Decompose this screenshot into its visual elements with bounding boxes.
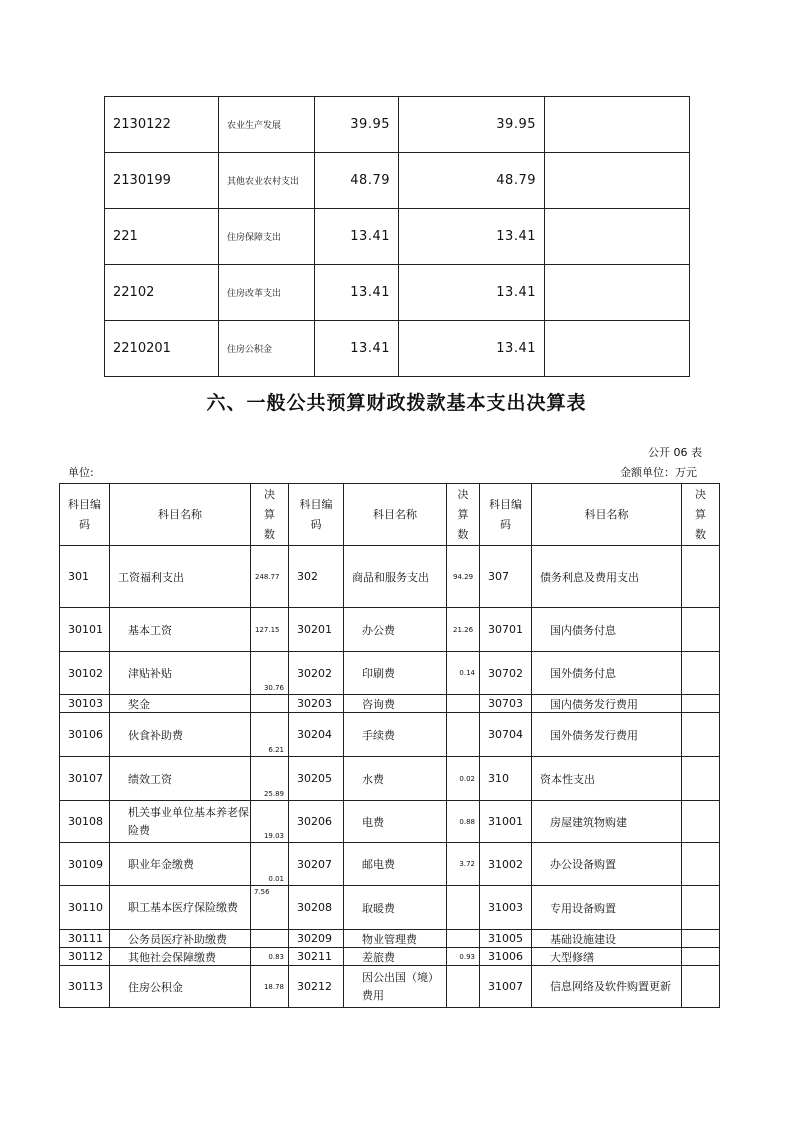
top-row-name: 农业生产发展	[219, 97, 315, 153]
row-amount-3	[682, 608, 720, 652]
row-code-2: 30203	[289, 695, 344, 713]
table-row	[60, 546, 720, 608]
top-row-name: 住房公积金	[219, 321, 315, 377]
row-code-2: 30208	[289, 886, 344, 930]
top-table-row	[105, 153, 690, 209]
table-row	[60, 843, 720, 886]
row-amount-3	[682, 930, 720, 948]
row-name-1: 职工基本医疗保险缴费	[110, 886, 251, 930]
row-code-2: 30206	[289, 801, 344, 843]
row-amount-1: 30.76	[251, 652, 289, 695]
row-code-1: 30102	[60, 652, 110, 695]
row-amount-3	[682, 695, 720, 713]
top-row-value-1: 13.41	[315, 265, 399, 321]
row-name-1: 其他社会保障缴费	[110, 948, 251, 966]
row-name-3: 债务利息及费用支出	[532, 546, 682, 608]
row-amount-2: 0.93	[447, 948, 480, 966]
top-table-row	[105, 97, 690, 153]
row-code-3: 31002	[480, 843, 532, 886]
row-amount-2	[447, 695, 480, 713]
header-code-1: 科目编码	[60, 484, 110, 546]
unit-label: 单位:	[68, 466, 94, 479]
row-amount-3	[682, 757, 720, 801]
top-row-value-1: 48.79	[315, 153, 399, 209]
row-name-2: 手续费	[344, 713, 447, 757]
top-row-value-2: 48.79	[399, 153, 545, 209]
row-name-1: 住房公积金	[110, 966, 251, 1008]
amount-unit: 金额单位：万元	[620, 466, 697, 479]
row-code-3: 30702	[480, 652, 532, 695]
row-code-2: 30212	[289, 966, 344, 1008]
top-row-value-3	[545, 321, 690, 377]
row-code-1: 30107	[60, 757, 110, 801]
row-code-1: 30106	[60, 713, 110, 757]
row-name-3: 办公设备购置	[532, 843, 682, 886]
top-row-value-3	[545, 153, 690, 209]
row-code-2: 30204	[289, 713, 344, 757]
row-amount-2	[447, 966, 480, 1008]
row-name-3: 国内债务付息	[532, 608, 682, 652]
row-amount-3	[682, 546, 720, 608]
row-amount-2	[447, 713, 480, 757]
row-amount-2: 94.29	[447, 546, 480, 608]
top-row-name: 住房保障支出	[219, 209, 315, 265]
row-code-3: 31003	[480, 886, 532, 930]
row-code-1: 30101	[60, 608, 110, 652]
row-code-1: 30113	[60, 966, 110, 1008]
table-row	[60, 713, 720, 757]
top-row-code: 221	[105, 209, 219, 265]
top-row-name: 住房改革支出	[219, 265, 315, 321]
row-code-1: 30108	[60, 801, 110, 843]
basic-expenditure-table	[59, 483, 720, 1008]
top-row-value-2: 39.95	[399, 97, 545, 153]
top-table	[104, 96, 690, 377]
row-amount-3	[682, 886, 720, 930]
row-name-2: 咨询费	[344, 695, 447, 713]
row-code-3: 307	[480, 546, 532, 608]
row-amount-1: 19.03	[251, 801, 289, 843]
row-name-3: 国内债务发行费用	[532, 695, 682, 713]
row-code-1: 30110	[60, 886, 110, 930]
row-amount-1: 7.56	[251, 886, 289, 930]
row-code-1: 30103	[60, 695, 110, 713]
row-amount-3	[682, 966, 720, 1008]
row-name-3: 大型修缮	[532, 948, 682, 966]
top-row-value-2: 13.41	[399, 321, 545, 377]
row-code-2: 30201	[289, 608, 344, 652]
row-name-1: 职业年金缴费	[110, 843, 251, 886]
table-row	[60, 801, 720, 843]
header-name-1: 科目名称	[110, 484, 251, 546]
row-code-3: 31001	[480, 801, 532, 843]
row-name-3: 基础设施建设	[532, 930, 682, 948]
row-amount-1: 248.77	[251, 546, 289, 608]
row-code-2: 30207	[289, 843, 344, 886]
top-table-row	[105, 209, 690, 265]
row-amount-1	[251, 695, 289, 713]
top-row-code: 22102	[105, 265, 219, 321]
row-amount-3	[682, 801, 720, 843]
row-name-1: 奖金	[110, 695, 251, 713]
row-code-2: 30209	[289, 930, 344, 948]
row-name-3: 国外债务发行费用	[532, 713, 682, 757]
table-row	[60, 652, 720, 695]
top-row-value-2: 13.41	[399, 265, 545, 321]
row-name-1: 伙食补助费	[110, 713, 251, 757]
table-row	[60, 757, 720, 801]
row-code-1: 30111	[60, 930, 110, 948]
row-amount-2: 3.72	[447, 843, 480, 886]
row-amount-1: 0.01	[251, 843, 289, 886]
row-name-2: 取暖费	[344, 886, 447, 930]
header-amount-3: 决算数	[682, 484, 720, 546]
row-amount-1: 0.83	[251, 948, 289, 966]
row-amount-1: 25.89	[251, 757, 289, 801]
top-row-code: 2210201	[105, 321, 219, 377]
top-table-row	[105, 321, 690, 377]
header-code-3: 科目编码	[480, 484, 532, 546]
row-amount-3	[682, 713, 720, 757]
row-name-2: 办公费	[344, 608, 447, 652]
row-code-1: 30109	[60, 843, 110, 886]
row-name-2: 水费	[344, 757, 447, 801]
table-row	[60, 948, 720, 966]
row-amount-3	[682, 652, 720, 695]
row-code-3: 30704	[480, 713, 532, 757]
row-amount-1: 6.21	[251, 713, 289, 757]
row-name-1: 绩效工资	[110, 757, 251, 801]
row-code-2: 30202	[289, 652, 344, 695]
row-name-1: 工资福利支出	[110, 546, 251, 608]
row-name-2: 差旅费	[344, 948, 447, 966]
table-row	[60, 608, 720, 652]
top-row-value-3	[545, 265, 690, 321]
table-row	[60, 695, 720, 713]
row-code-3: 31007	[480, 966, 532, 1008]
top-row-value-1: 13.41	[315, 321, 399, 377]
header-name-3: 科目名称	[532, 484, 682, 546]
top-row-name: 其他农业农村支出	[219, 153, 315, 209]
row-amount-3	[682, 843, 720, 886]
row-amount-2: 0.14	[447, 652, 480, 695]
row-code-3: 30701	[480, 608, 532, 652]
row-name-3: 国外债务付息	[532, 652, 682, 695]
row-name-2: 因公出国（境）费用	[344, 966, 447, 1008]
row-amount-3	[682, 948, 720, 966]
header-amount-2: 决算数	[447, 484, 480, 546]
row-code-2: 30211	[289, 948, 344, 966]
row-name-2: 商品和服务支出	[344, 546, 447, 608]
row-name-3: 信息网络及软件购置更新	[532, 966, 682, 1008]
header-amount-1: 决算数	[251, 484, 289, 546]
row-amount-2	[447, 886, 480, 930]
row-name-2: 物业管理费	[344, 930, 447, 948]
row-amount-2: 21.26	[447, 608, 480, 652]
table-header-row	[60, 484, 720, 546]
top-row-value-1: 39.95	[315, 97, 399, 153]
row-name-1: 基本工资	[110, 608, 251, 652]
row-code-3: 30703	[480, 695, 532, 713]
row-name-1: 津贴补贴	[110, 652, 251, 695]
top-row-value-3	[545, 97, 690, 153]
row-code-3: 31005	[480, 930, 532, 948]
row-amount-2: 0.02	[447, 757, 480, 801]
row-amount-2: 0.88	[447, 801, 480, 843]
table-number: 公开 06 表	[648, 446, 702, 459]
row-name-2: 邮电费	[344, 843, 447, 886]
header-name-2: 科目名称	[344, 484, 447, 546]
top-row-code: 2130199	[105, 153, 219, 209]
row-code-2: 30205	[289, 757, 344, 801]
row-amount-2	[447, 930, 480, 948]
row-name-2: 印刷费	[344, 652, 447, 695]
top-row-value-2: 13.41	[399, 209, 545, 265]
row-code-2: 302	[289, 546, 344, 608]
section-title: 六、一般公共预算财政拨款基本支出决算表	[206, 392, 587, 414]
top-row-code: 2130122	[105, 97, 219, 153]
row-code-3: 31006	[480, 948, 532, 966]
row-code-1: 30112	[60, 948, 110, 966]
top-table-row	[105, 265, 690, 321]
row-name-3: 房屋建筑物购建	[532, 801, 682, 843]
header-code-2: 科目编码	[289, 484, 344, 546]
row-amount-1: 127.15	[251, 608, 289, 652]
row-name-3: 专用设备购置	[532, 886, 682, 930]
row-code-3: 310	[480, 757, 532, 801]
table-row	[60, 966, 720, 1008]
row-amount-1: 18.78	[251, 966, 289, 1008]
row-name-3: 资本性支出	[532, 757, 682, 801]
row-amount-1	[251, 930, 289, 948]
row-name-2: 电费	[344, 801, 447, 843]
table-row	[60, 930, 720, 948]
row-name-1: 公务员医疗补助缴费	[110, 930, 251, 948]
row-name-1: 机关事业单位基本养老保险费	[110, 801, 251, 843]
top-row-value-3	[545, 209, 690, 265]
top-row-value-1: 13.41	[315, 209, 399, 265]
row-code-1: 301	[60, 546, 110, 608]
table-row	[60, 886, 720, 930]
